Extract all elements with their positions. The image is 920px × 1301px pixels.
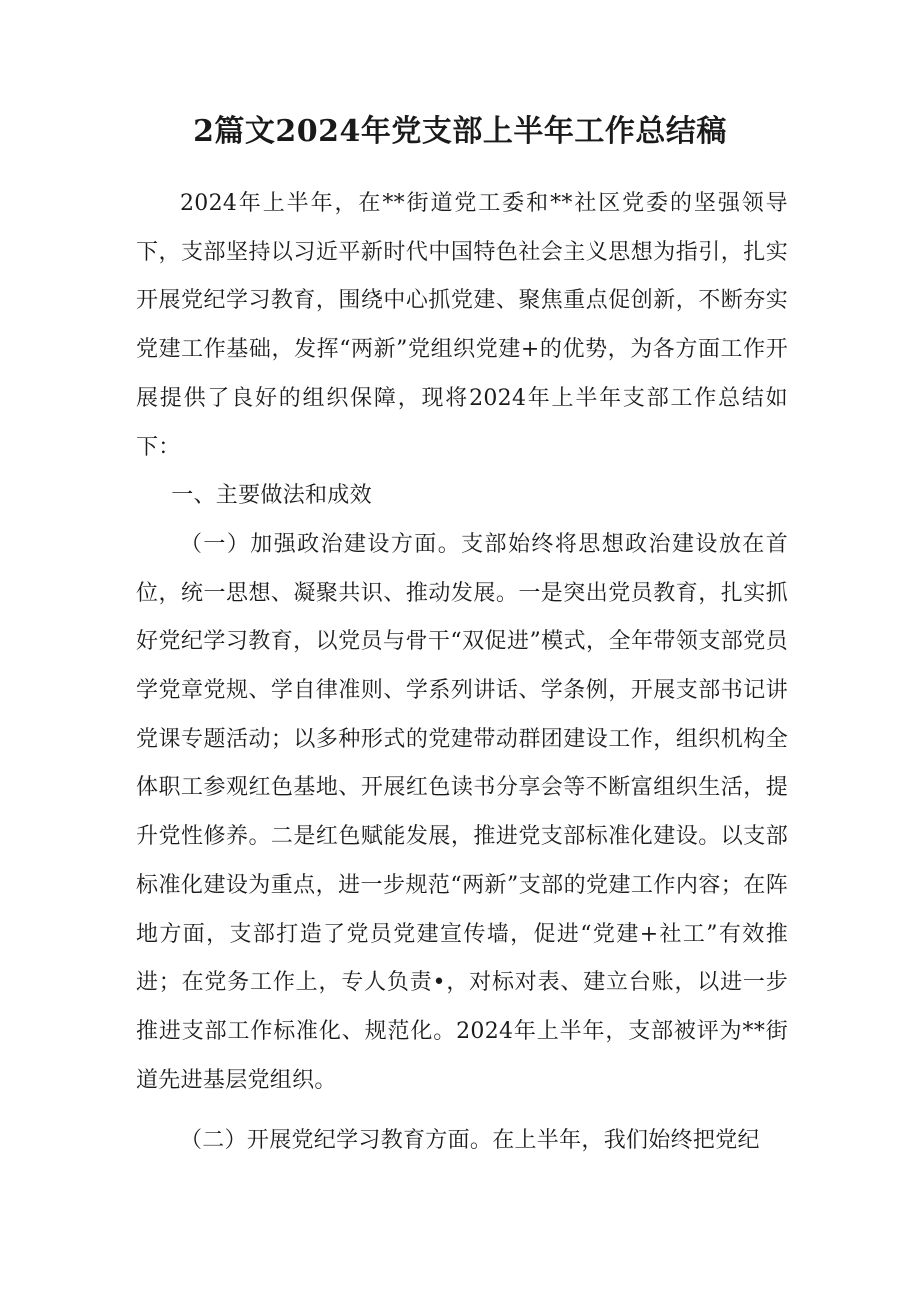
political-building-paragraph: （一）加强政治建设方面。支部始终将思想政治建设放在首位，统一思想、凝聚共识、推动发展。一是突出党员教育，扎实抓好党纪学习教育，以党员与骨干“双促进”模式，全年带领支部党员学党章党规、学自律准则、学系列讲话、学条例，开展支部书记讲党课专题活动；以多种形式的党建带动群团建设工作，组织机构全体职工参观红色基地、开展红色读书分享会等不断富组织生活，提升党性修养。二是红色赋能发展，推进党支部标准化建设。以支部标准化建设为重点，进一步规范“两新”支部的党建工作内容；在阵地方面，支部打造了党员党建宣传墙，促进“党建+社工”有效推进；在党务工作上，专人负责•，对标对表、建立台账，以进一步推进支部工作标准化、规范化。2024年上半年，支部被评为**街道先进基层党组织。 — [136, 531, 788, 1093]
intro-paragraph: 2024年上半年，在**街道党工委和**社区党委的坚强领导下，支部坚持以习近平新时代中国特色社会主义思想为指引，扎实开展党纪学习教育，围绕中心抓党建、聚焦重点促创新，不断夯实党建工作基础，发挥“两新”党组织党建+的优势，为各方面工作开展提供了良好的组织保障，现将2024年上半年支部工作总结如下： — [136, 191, 788, 460]
discipline-education-paragraph: （二）开展党纪学习教育方面。在上半年，我们始终把党纪 — [180, 1128, 760, 1154]
document-body — [136, 180, 788, 1166]
document-title: 2篇文2024年党支部上半年工作总结稿 — [193, 114, 727, 149]
section-heading: 一、主要做法和成效 — [171, 483, 372, 509]
